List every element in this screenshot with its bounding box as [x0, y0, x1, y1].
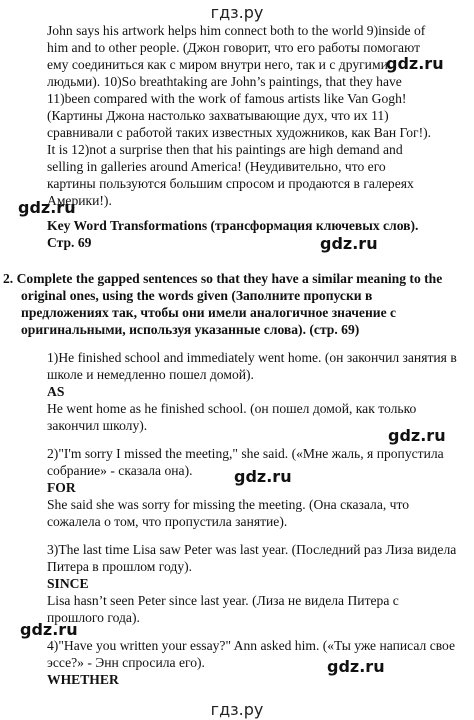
task-line: оригинальными, используя указанные слова). (стр. 69)	[21, 322, 360, 337]
original-sentence: школе и немедленно пошел домой).	[47, 367, 254, 382]
original-sentence: эссе?» - Энн спросила его).	[47, 655, 205, 670]
text-line: John says his artwork helps him connect both to the world 9)inside of	[47, 23, 426, 38]
watermark: gdz.ru	[234, 467, 292, 486]
text-line: людьми). 10)So breathtaking are John’s paintings, that they have	[47, 74, 402, 89]
answer-sentence: прошлого года).	[47, 610, 140, 625]
text-line: It is 12)not a surprise then that his paintings are high demand and	[47, 142, 403, 157]
text-line: ему соединиться как с миром внутри него, так и с другими	[47, 57, 388, 72]
watermark: gdz.ru	[18, 198, 76, 217]
watermark: gdz.ru	[386, 54, 444, 73]
original-sentence: Питера в прошлом году).	[47, 559, 193, 574]
answer-sentence: закончил школу).	[47, 418, 148, 433]
watermark: gdz.ru	[388, 426, 446, 445]
original-sentence: 1)He finished school and immediately went home. (он закончил занятия в	[47, 350, 457, 365]
watermark: gdz.ru	[320, 234, 378, 253]
text-line: картины пользуются большим спросом и продаются в галереях	[47, 176, 414, 191]
text-line: Америки!).	[47, 193, 112, 208]
keyword: SINCE	[47, 576, 89, 591]
text-line: (Картины Джона настолько захватывающие дух, что их 11)	[47, 108, 389, 123]
task-line: предложениях так, чтобы они имели аналогичное значение с	[21, 305, 397, 320]
watermark: gdz.ru	[327, 657, 385, 676]
watermark: gdz.ru	[20, 620, 78, 639]
task-line: original ones, using the words given (Заполните пропуски в	[21, 288, 373, 303]
site-header[interactable]: гдз.ру	[210, 3, 264, 22]
page-reference: Стр. 69	[47, 235, 92, 250]
answer-sentence: сожалела о том, что пропустила занятие).	[47, 514, 288, 529]
keyword: FOR	[47, 480, 76, 495]
text-line: 11)been compared with the work of famous artists like Van Gogh!	[47, 91, 407, 106]
text-line: him and to other people. (Джон говорит, что его работы помогают	[47, 40, 421, 55]
answer-sentence: He went home as he finished school. (он пошел домой, как только	[47, 401, 417, 416]
answer-sentence: Lisa hasn’t seen Peter since last year. (Лиза не видела Питера с	[47, 593, 399, 608]
section-title: Key Word Transformations (трансформация ключевых слов).	[47, 218, 419, 233]
original-sentence: 3)The last time Lisa saw Peter was last year. (Последний раз Лиза видела	[47, 542, 457, 557]
text-line: selling in galleries around America! (Неудивительно, что его	[47, 159, 386, 174]
answer-sentence: She said she was sorry for missing the meeting. (Она сказала, что	[47, 497, 410, 512]
text-line: сравнивали с работой таких известных художников, как Ван Гог!).	[47, 125, 432, 140]
keyword: AS	[47, 384, 65, 399]
task-line: 2. Complete the gapped sentences so that they have a similar meaning to the	[3, 271, 443, 286]
original-sentence: 2)"I'm sorry I missed the meeting," she said. («Мне жаль, я пропустила	[47, 446, 444, 461]
site-footer[interactable]: гдз.ру	[210, 700, 264, 719]
keyword: WHETHER	[47, 672, 119, 687]
original-sentence: собрание» - сказала она).	[47, 463, 193, 478]
original-sentence: 4)"Have you written your essay?" Ann asked him. («Ты уже написал свое	[47, 638, 456, 653]
